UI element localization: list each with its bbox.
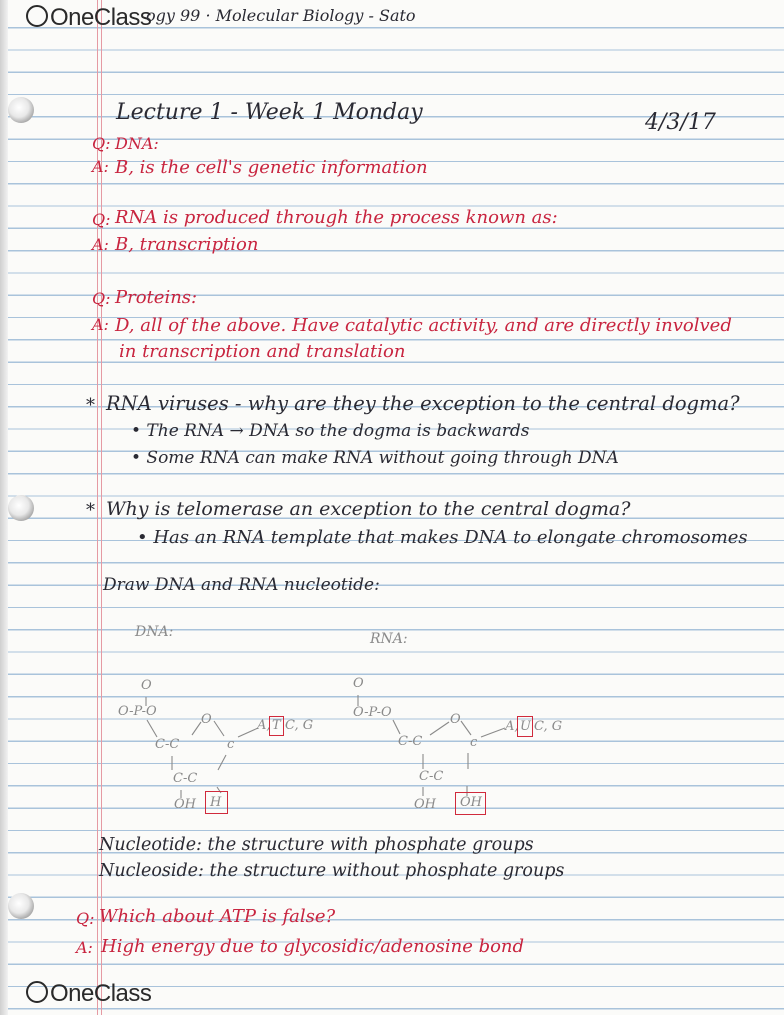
sugar-ring-top: C-C (398, 734, 423, 749)
base-list-prefix: A, (257, 718, 271, 733)
highlight-box (455, 792, 486, 815)
sugar-ring-top: C-C (155, 737, 180, 752)
base-list-suffix: C, G (285, 718, 314, 733)
question-text: Proteins: (115, 287, 198, 308)
phosphate-oxygen: O (141, 678, 152, 693)
question-label: Q: (76, 909, 95, 928)
sugar-ring-carbon: c (470, 735, 478, 750)
highlight-box (517, 716, 533, 737)
hydroxyl-3prime: OH (414, 797, 436, 812)
sugar-ring-carbon: c (227, 737, 235, 752)
course-header: ogy 99 · Molecular Biology - Sato (146, 6, 416, 25)
base-highlight: T (272, 718, 281, 733)
answer-text: B, transcription (115, 234, 259, 255)
question-text: DNA: (115, 134, 159, 153)
rna-label: RNA: (370, 631, 408, 647)
answer-label: A: (92, 157, 109, 176)
answer-text-continued: in transcription and translation (119, 341, 406, 362)
boxed-2prime-group: H (210, 795, 222, 810)
answer-label: A: (92, 315, 109, 334)
sugar-ring-bottom: C-C (419, 769, 444, 784)
question-label: Q: (92, 289, 111, 308)
base-highlight: U (520, 719, 531, 734)
highlight-box (269, 716, 284, 736)
question-text: Which about ATP is false? (99, 906, 336, 927)
lecture-date: 4/3/17 (645, 110, 716, 135)
base-list-suffix: C, G (534, 719, 563, 734)
question-label: Q: (92, 134, 111, 153)
boxed-2prime-group: OH (460, 795, 482, 810)
bullet-star-icon: * (86, 500, 95, 521)
watermark-logo-bottom: OneClass (26, 980, 151, 1008)
phosphate-group: O-P-O (353, 705, 392, 720)
hydroxyl-3prime: OH (174, 797, 196, 812)
note-heading: RNA viruses - why are they the exception to the central dogma? (106, 392, 740, 415)
note-heading: Why is telomerase an exception to the central dogma? (106, 498, 631, 520)
question-label: Q: (92, 210, 111, 229)
answer-text: D, all of the above. Have catalytic activity, and are directly involved (115, 315, 732, 336)
watermark-logo-top: OneClass (26, 4, 151, 32)
highlight-box (205, 791, 228, 814)
answer-text: High energy due to glycosidic/adenosine bond (101, 936, 525, 957)
note-subpoint: • The RNA → DNA so the dogma is backwards (131, 421, 530, 441)
ring-oxygen: O (450, 712, 461, 727)
note-subpoint: • Has an RNA template that makes DNA to elongate chromosomes (137, 527, 748, 548)
ring-oxygen: O (201, 712, 212, 727)
phosphate-group: O-P-O (118, 704, 157, 719)
answer-label: A: (92, 235, 109, 254)
note-subpoint: • Some RNA can make RNA without going through DNA (131, 448, 619, 468)
phosphate-oxygen: O (353, 676, 364, 691)
definition-nucleotide: Nucleotide: the structure with phosphate groups (99, 835, 534, 855)
dna-label: DNA: (135, 624, 174, 640)
sugar-ring-bottom: C-C (173, 771, 198, 786)
base-list-prefix: A, (505, 719, 519, 734)
lecture-title: Lecture 1 - Week 1 Monday (116, 100, 423, 125)
answer-label: A: (76, 938, 93, 957)
drawing-prompt: Draw DNA and RNA nucleotide: (103, 575, 380, 595)
definition-nucleoside: Nucleoside: the structure without phosphate groups (99, 861, 565, 881)
question-text: RNA is produced through the process known as: (115, 207, 558, 228)
answer-text: B, is the cell's genetic information (115, 157, 428, 178)
bullet-star-icon: * (86, 395, 95, 416)
